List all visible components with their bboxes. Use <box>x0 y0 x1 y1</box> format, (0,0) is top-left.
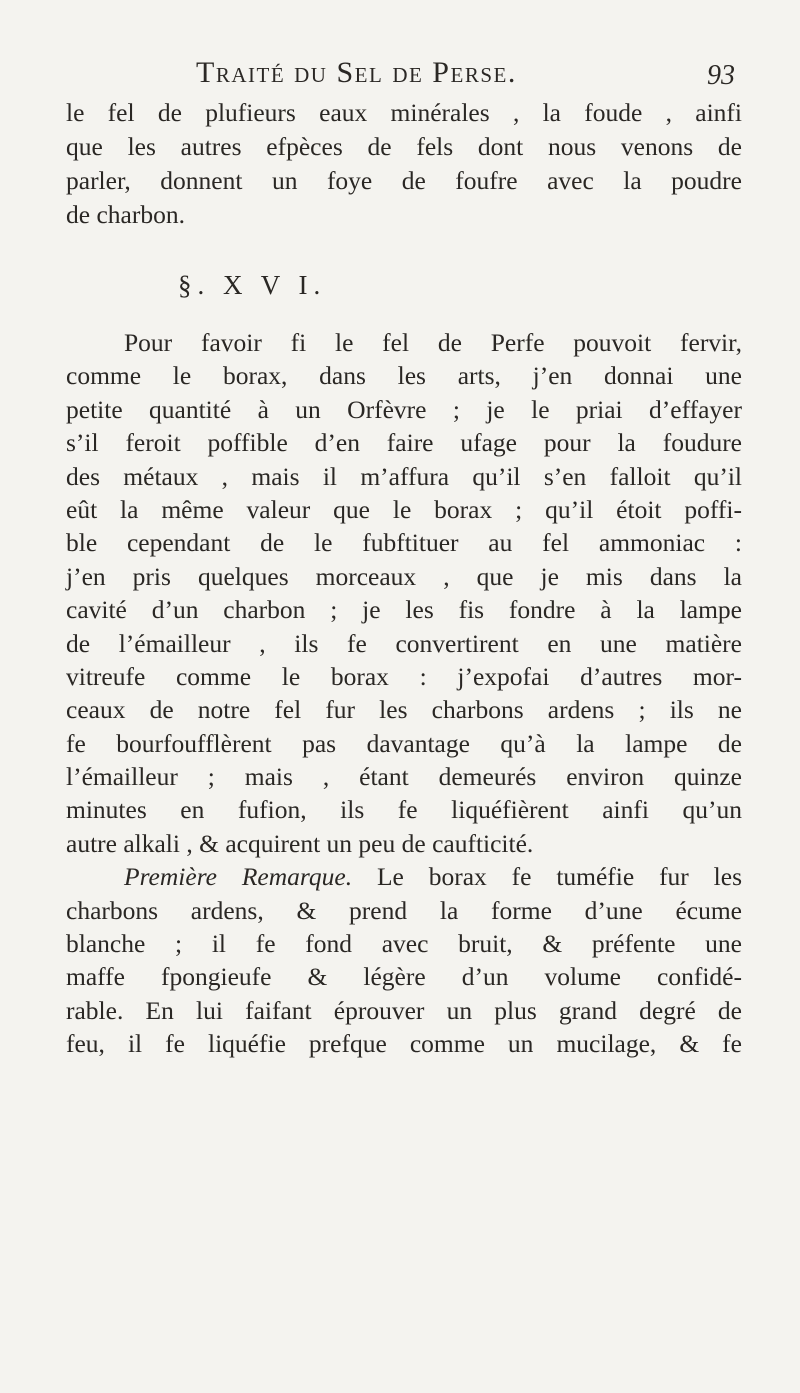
text-line: feu, il fe liquéfie prefque comme un mucilage, & fe <box>66 1029 742 1059</box>
remark-first-line <box>66 860 742 893</box>
text-line: fe bourfoufflèrent pas davantage qu’à la lampe de <box>66 728 742 758</box>
text-line: vitreufe comme le borax : j’expofai d’autres mor- <box>66 661 742 691</box>
text-line: rable. En lui faifant éprouver un plus grand degré de <box>66 995 742 1025</box>
text-line: Pour favoir fi le fel de Perfe pouvoit fervir, <box>124 328 742 357</box>
text-line: l’émailleur ; mais , étant demeurés environ quinze <box>66 762 742 792</box>
text-line: parler, donnent un foye de foufre avec la poudre <box>66 166 742 195</box>
text-line: de charbon. <box>66 200 185 229</box>
text-line: que les autres efpèces de fels dont nous venons de <box>66 132 742 161</box>
running-head <box>0 56 800 96</box>
text-line: blanche ; il fe fond avec bruit, & préfente une <box>66 929 742 959</box>
text-line: cavité d’un charbon ; je les fis fondre à la lampe <box>66 595 742 625</box>
paragraph-section-xvi <box>66 326 742 1061</box>
remark-title: Première Remarque. <box>124 862 353 892</box>
text-line: ceaux de notre fel fur les charbons ardens ; ils ne <box>66 695 742 725</box>
paragraph-continued <box>66 96 742 232</box>
text-line: maffe fpongieufe & légère d’un volume confidé- <box>66 962 742 992</box>
text-line: petite quantité à un Orfèvre ; je le priai d’effayer <box>66 394 742 424</box>
remark-first-line-text: Le borax fe tuméfie fur les <box>352 862 742 892</box>
text-line: minutes en fufion, ils fe liquéfièrent ainfi qu’un <box>66 795 742 825</box>
text-line: des métaux , mais il m’affura qu’il s’en falloit qu’il <box>66 461 742 491</box>
page-number: 93 <box>707 60 735 91</box>
text-line: eût la même valeur que le borax ; qu’il étoit poffi- <box>66 494 742 524</box>
text-line: autre alkali , & acquirent un peu de caufticité. <box>66 828 534 858</box>
text-line: comme le borax, dans les arts, j’en donnai une <box>66 361 742 391</box>
section-heading: §. X V I. <box>178 270 327 300</box>
text-line: ble cependant de le fubftituer au fel ammoniac : <box>66 528 742 558</box>
text-line: j’en pris quelques morceaux , que je mis dans la <box>66 561 742 591</box>
text-line: s’il feroit poffible d’en faire ufage pour la foudure <box>66 428 742 458</box>
text-line: le fel de plufieurs eaux minérales , la foude , ainfi <box>66 98 742 127</box>
text-line: charbons ardens, & prend la forme d’une écume <box>66 895 742 925</box>
running-title: Traité du Sel de Perse. <box>196 56 517 89</box>
text-line: de l’émailleur , ils fe convertirent en une matière <box>66 628 742 658</box>
